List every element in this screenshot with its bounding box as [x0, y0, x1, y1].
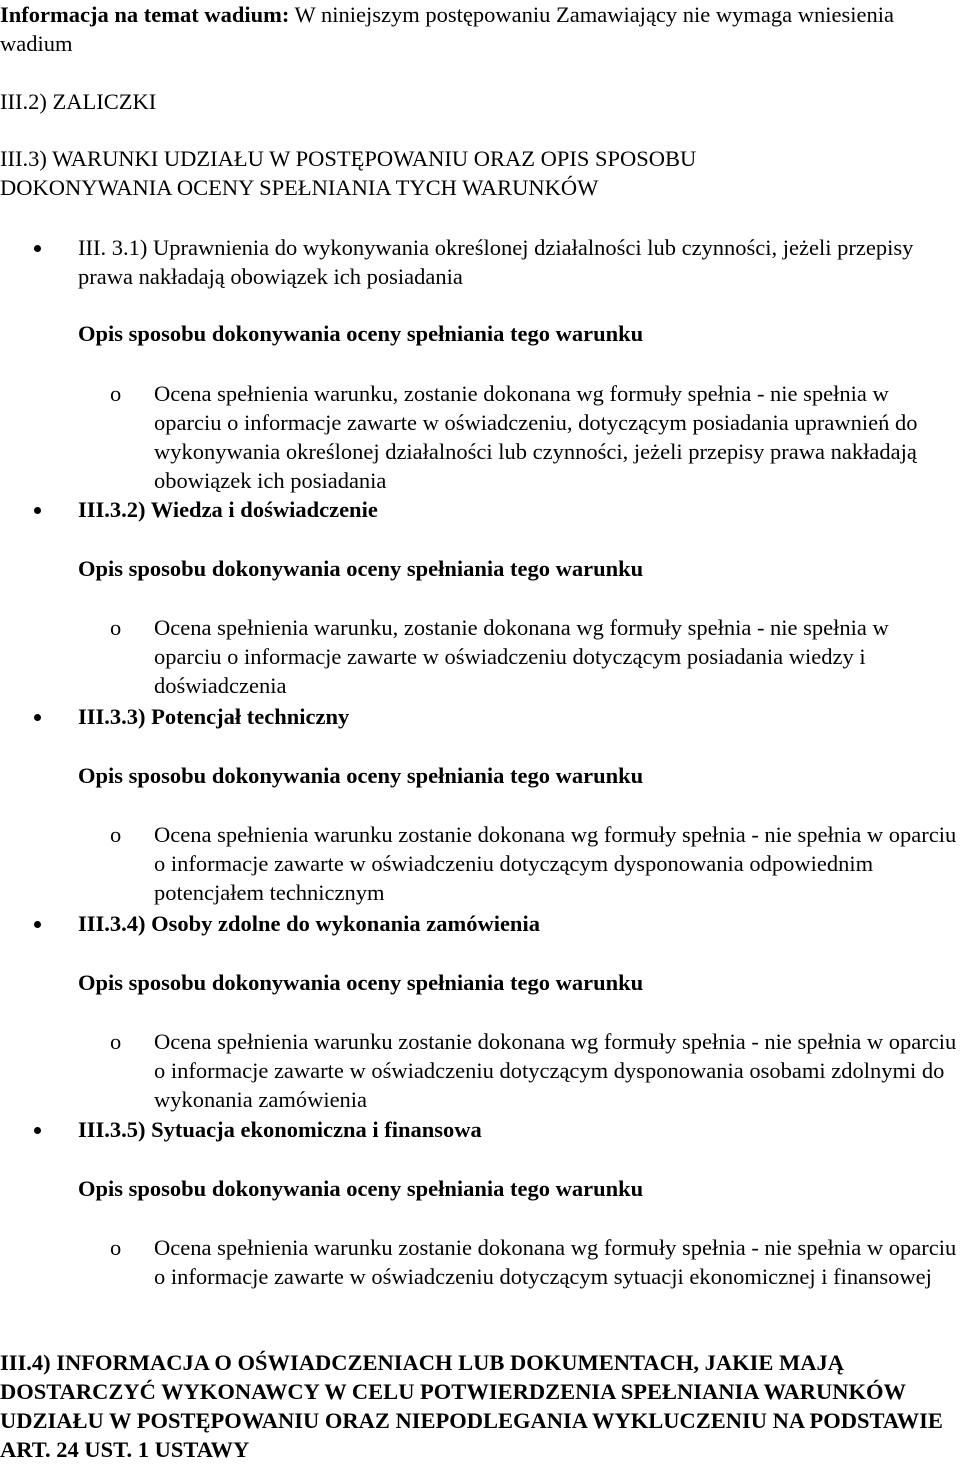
section-3-4-oswiadczenia-heading: III.4) INFORMACJA O OŚWIADCZENIACH LUB DOKUMENTACH, JAKIE MAJĄ DOSTARCZYĆ WYKONAWCY W CELU POTWIERDZENIA SPEŁNIANIA WARUNKÓW UDZIAŁU W POSTĘPOWANIU ORAZ NIEPODLEGANIA WYKLUCZENIU NA PODSTAWIE ART. 24 UST. 1 USTAWY [0, 1350, 943, 1462]
section-3-1-title: III. 3.1) Uprawnienia do wykonywania określonej działalności lub czynności, jeżeli przepisy prawa nakładają obowiązek ich posiadania [78, 233, 938, 291]
opis-label: Opis sposobu dokonywania oceny spełniania tego warunku [78, 321, 644, 346]
bullet-icon [34, 1127, 41, 1134]
section-3-3-title: III.3.3) Potencjał techniczny [78, 702, 958, 731]
zaliczki-heading: III.2) ZALICZKI [0, 89, 157, 114]
bullet-icon [34, 245, 41, 252]
sub-bullet-icon: o [110, 1029, 122, 1054]
bullet-icon [34, 714, 41, 721]
warunki-heading-line2: DOKONYWANIA OCENY SPEŁNIANIA TYCH WARUNKÓW [0, 175, 599, 200]
sub-bullet-icon: o [110, 615, 122, 640]
section-3-4-title: III.3.4) Osoby zdolne do wykonania zamówienia [78, 909, 958, 938]
sub-bullet-icon: o [110, 1235, 122, 1260]
section-3-4-detail: o Ocena spełnienia warunku zostanie dokonana wg formuły spełnia - nie spełnia w oparciu o informacje zawarte w oświadczeniu dotyczącym dysponowania osobami zdolnymi do wykonania zamówienia [110, 1029, 957, 1112]
section-3-5-title: III.3.5) Sytuacja ekonomiczna i finansowa [78, 1115, 958, 1144]
bullet-icon [34, 921, 41, 928]
wadium-text: W niniejszym postępowaniu Zamawiający nie wymaga wniesienia wadium [0, 2, 894, 56]
section-3-2-title: III.3.2) Wiedza i doświadczenie [78, 495, 958, 524]
section-3-2-detail: o Ocena spełnienia warunku, zostanie dokonana wg formuły spełnia - nie spełnia w oparciu o informacje zawarte w oświadczeniu dotyczącym posiadania wiedzy i doświadczenia [110, 615, 889, 698]
opis-label: Opis sposobu dokonywania oceny spełniania tego warunku [78, 1176, 644, 1201]
wadium-label: Informacja na temat wadium: [0, 2, 290, 27]
section-3-3-detail: o Ocena spełnienia warunku zostanie dokonana wg formuły spełnia - nie spełnia w oparciu o informacje zawarte w oświadczeniu dotyczącym dysponowania odpowiednim potencjałem technicznym [110, 822, 957, 905]
opis-label: Opis sposobu dokonywania oceny spełniania tego warunku [78, 763, 644, 788]
opis-label: Opis sposobu dokonywania oceny spełniania tego warunku [78, 556, 644, 581]
sub-bullet-icon: o [110, 381, 122, 406]
section-3-1-detail: o Ocena spełnienia warunku, zostanie dokonana wg formuły spełnia - nie spełnia w oparciu o informacje zawarte w oświadczeniu, dotyczącym posiadania uprawnień do wykonywania określonej działalności lub czynności, jeżeli przepisy prawa nakładają obowiązek ich posiadania [110, 381, 918, 493]
opis-label: Opis sposobu dokonywania oceny spełniania tego warunku [78, 970, 644, 995]
wadium-info [0, 0, 955, 58]
warunki-heading-line1: III.3) WARUNKI UDZIAŁU W POSTĘPOWANIU ORAZ OPIS SPOSOBU [0, 146, 697, 171]
bullet-icon [34, 507, 41, 514]
sub-bullet-icon: o [110, 822, 122, 847]
section-3-5-detail: o Ocena spełnienia warunku zostanie dokonana wg formuły spełnia - nie spełnia w oparciu o informacje zawarte w oświadczeniu dotyczącym sytuacji ekonomicznej i finansowej [110, 1235, 957, 1289]
